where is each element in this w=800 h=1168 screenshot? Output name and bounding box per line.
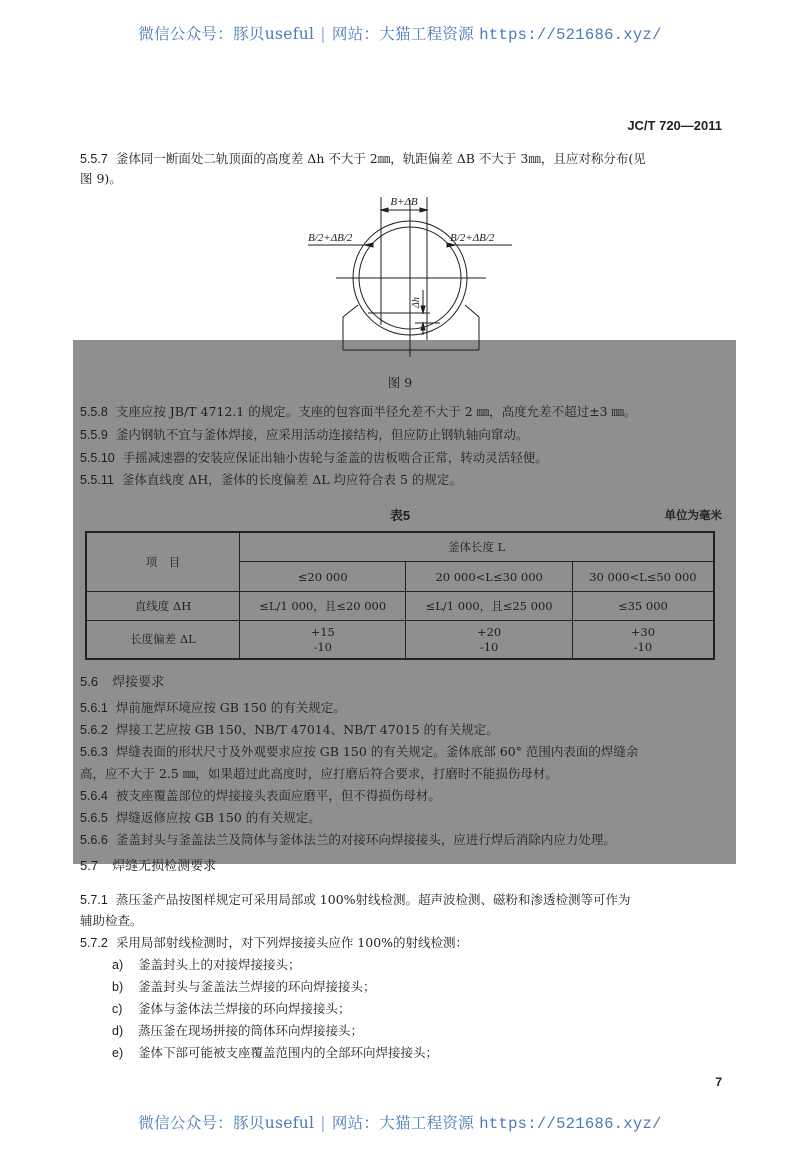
figure-label-dh: Δh	[411, 297, 422, 308]
watermark-bottom	[0, 1111, 800, 1133]
clause-5-5-10: 5.5.10 手摇减速器的安装应保证出轴小齿轮与釜盖的齿板啮合正常，转动灵活轻便。	[80, 450, 548, 465]
figure-caption: 图 9	[387, 375, 413, 390]
watermark-prefix: 微信公众号：豚贝useful	[138, 25, 315, 43]
table-cell: +20 -10	[406, 621, 572, 660]
list-item: e) 釜体下部可能被支座覆盖范围内的全部环向焊接接头；	[112, 1045, 439, 1060]
table-5	[85, 531, 715, 660]
watermark-prefix: 微信公众号：豚贝useful	[138, 1114, 315, 1132]
standard-number: JC/T 720—2011	[627, 118, 722, 133]
table-col-header: 30 000<L≤50 000	[572, 562, 714, 592]
table-cell: +15 -10	[240, 621, 406, 660]
clause-5-6-4: 5.6.4 被支座覆盖部位的焊接接头表面应磨平，但不得损伤母材。	[80, 788, 441, 803]
watermark-top	[0, 22, 800, 44]
figure-9-diagram	[280, 185, 540, 360]
table-col-header: ≤20 000	[240, 562, 406, 592]
watermark-separator: |	[320, 1114, 326, 1132]
clause-5-7-1: 5.7.1 蒸压釜产品按图样规定可采用局部或 100%射线检测。超声波检测、磁粉和渗透检测等可作为	[80, 892, 631, 907]
watermark-url[interactable]: https://521686.xyz/	[479, 1115, 662, 1133]
clause-5-5-8: 5.5.8 支座应按 JB/T 4712.1 的规定。支座的包容面半径允差不大于 2 ㎜，高度允差不超过±3 ㎜。	[80, 404, 637, 419]
list-item: c) 釜体与釜体法兰焊接的环向焊接接头；	[112, 1001, 351, 1016]
table-row-label: 长度偏差 ΔL	[86, 621, 240, 660]
clause-5-6-3-cont: 高，应不大于 2.5 ㎜，如果超过此高度时，应打磨后符合要求，打磨时不能损伤母材。	[80, 766, 558, 781]
watermark-site: 网站：大猫工程资源	[331, 1114, 475, 1132]
clause-5-6-5: 5.6.5 焊缝返修应按 GB 150 的有关规定。	[80, 810, 321, 825]
clause-5-7-1-cont: 辅助检查。	[80, 913, 143, 928]
table-header-group: 釜体长度 L	[240, 532, 715, 562]
page-number: 7	[715, 1075, 722, 1089]
clause-5-5-11: 5.5.11 釜体直线度 ΔH，釜体的长度偏差 ΔL 均应符合表 5 的规定。	[80, 472, 462, 487]
list-item: b) 釜盖封头与釜盖法兰焊接的环向焊接接头；	[112, 979, 376, 994]
table-title: 表5	[389, 508, 411, 523]
clause-5-6-3: 5.6.3 焊缝表面的形状尺寸及外观要求应按 GB 150 的有关规定。釜体底部 60° 范围内表面的焊缝余	[80, 744, 639, 759]
watermark-separator: |	[320, 25, 326, 43]
list-item: a) 釜盖封头上的对接焊接接头；	[112, 957, 301, 972]
clause-5-5-7: 5.5.7 釜体同一断面处二轨顶面的高度差 Δh 不大于 2㎜，轨距偏差 ΔB 不大于 3㎜，且应对称分布(见	[80, 151, 646, 166]
table-cell: ≤L/1 000，且≤25 000	[406, 592, 572, 621]
section-5-7-heading: 5.7 焊缝无损检测要求	[80, 858, 217, 873]
list-item: d) 蒸压釜在现场拼接的筒体环向焊接接头；	[112, 1023, 364, 1038]
watermark-site: 网站：大猫工程资源	[331, 25, 475, 43]
table-cell: +30 -10	[572, 621, 714, 660]
clause-5-5-9: 5.5.9 釜内钢轨不宜与釜体焊接，应采用活动连接结构，但应防止钢轨轴向窜动。	[80, 427, 529, 442]
clause-5-5-7-cont: 图 9)。	[80, 171, 122, 186]
section-5-6-heading: 5.6 焊接要求	[80, 674, 165, 689]
figure-label-left: B/2+ΔB/2	[308, 232, 353, 244]
clause-5-6-6: 5.6.6 釜盖封头与釜盖法兰及筒体与釜体法兰的对接环向焊接接头，应进行焊后消除内应力处理。	[80, 832, 616, 847]
clause-5-6-1: 5.6.1 焊前施焊环境应按 GB 150 的有关规定。	[80, 700, 346, 715]
clause-5-7-2: 5.7.2 采用局部射线检测时，对下列焊接接头应作 100%的射线检测：	[80, 935, 469, 950]
figure-label-right: B/2+ΔB/2	[450, 232, 495, 244]
table-header-item: 项 目	[86, 532, 240, 592]
figure-label-top: B+ΔB	[390, 196, 418, 208]
table-cell: ≤35 000	[572, 592, 714, 621]
table-row	[86, 621, 714, 660]
table-cell: ≤L/1 000，且≤20 000	[240, 592, 406, 621]
clause-5-6-2: 5.6.2 焊接工艺应按 GB 150、NB/T 47014、NB/T 47015 的有关规定。	[80, 722, 499, 737]
table-row-label: 直线度 ΔH	[86, 592, 240, 621]
table-col-header: 20 000<L≤30 000	[406, 562, 572, 592]
watermark-url[interactable]: https://521686.xyz/	[479, 26, 662, 44]
table-row	[86, 592, 714, 621]
table-unit: 单位为毫米	[664, 508, 722, 522]
